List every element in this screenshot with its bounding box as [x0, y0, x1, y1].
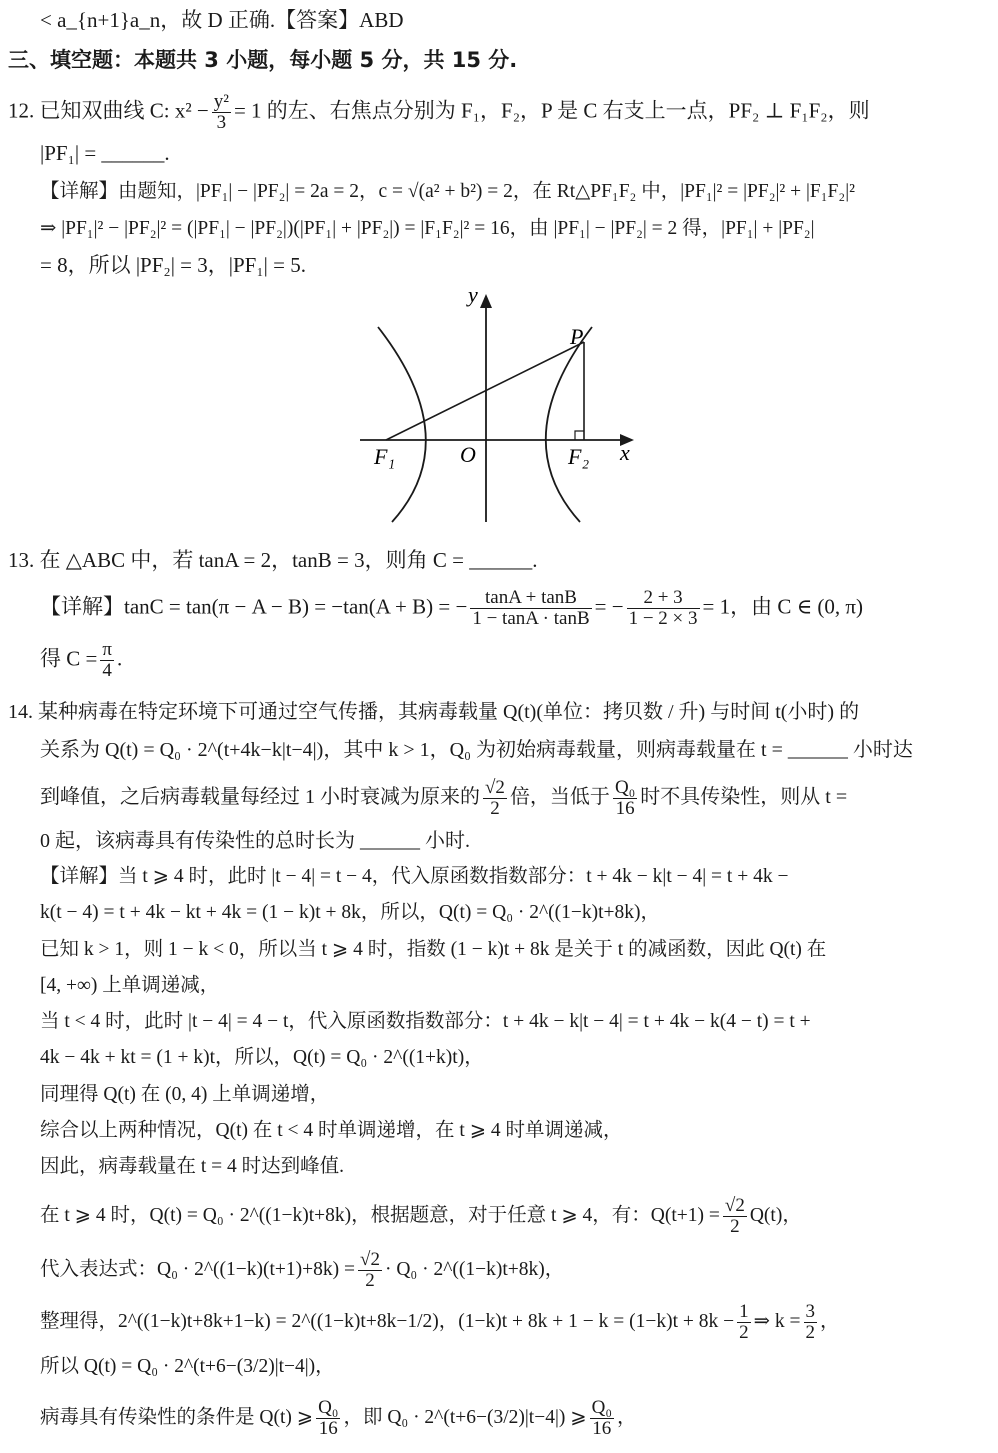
q13-sol-line2-part1: 得 C = — [40, 646, 98, 671]
q14-sol-r2-fraction — [358, 1250, 382, 1291]
q14-stem-line3-part1: 到峰值，之后病毒载量每经过 1 小时衰减为原来的 — [40, 786, 480, 809]
q14-sol-r1-fraction — [723, 1196, 747, 1237]
frac-denominator: 2 — [805, 1322, 815, 1343]
q12-stem-line2: |PF₁| = ______. — [40, 141, 170, 165]
q14-solution-simplify — [40, 1302, 998, 1343]
q14-solution-line: 已知 k > 1，则 1 − k < 0，所以当 t ⩾ 4 时，指数 (1 − k)t + 8k 是关于 t 的减函数，因此 Q(t) 在 — [40, 939, 827, 960]
q12-stem-part2: = 1 的左、右焦点分别为 F₁，F₂，P 是 C 右支上一点，PF₂ ⊥ F₁F₂，则 — [233, 98, 870, 123]
q14-solution-condition — [40, 1398, 998, 1439]
frac-numerator: tanA + tanB — [470, 588, 591, 609]
q14-sol-r5-part3: ， — [616, 1406, 637, 1428]
q14-solution-line: 【详解】当 t ⩾ 4 时，此时 |t − 4| = t − 4，代入原函数指数部分：t + 4k − k|t − 4| = t + 4k − — [40, 866, 789, 887]
q13-fraction-1 — [470, 588, 591, 629]
q14-solution-line: 因此，病毒载量在 t = 4 时达到峰值. — [40, 1156, 345, 1177]
q13-fraction-3 — [100, 640, 114, 681]
q14-stem-line3 — [40, 778, 998, 819]
q13-sol-part1: 【详解】tanC = tan(π − A − B) = −tan(A + B) = − — [40, 594, 468, 619]
frac-numerator: π — [102, 639, 112, 660]
q14-solution-recurrence — [40, 1196, 998, 1237]
q14-stem-line3-part2: 倍，当低于 — [509, 786, 610, 809]
q14-sol-r3-fraction-1 — [737, 1302, 751, 1343]
frac-denominator: 16 — [615, 798, 635, 819]
hyperbola-right-branch — [546, 327, 592, 522]
frac-numerator: 2 + 3 — [627, 588, 700, 609]
frac-numerator: √2 — [724, 1195, 745, 1216]
q12-solution-line2: ⇒ |PF₁|² − |PF₂|² = (|PF₁| − |PF₂|)(|PF₁| + |PF₂|) = |F₁F₂|² = 16，由 |PF₁| − |PF₂| = 2 得，|PF₁| + |PF₂| — [40, 218, 815, 239]
frac-numerator: √2 — [360, 1249, 380, 1270]
q12-solution-line1: 【详解】由题知，|PF₁| − |PF₂| = 2a = 2，c = √(a² + b²) = 2，在 Rt△PF₁F₂ 中，|PF₁|² = |PF₂|² + |F₁F₂|² — [40, 181, 855, 202]
q14-fraction-b — [613, 778, 637, 819]
q14-sol-r3-part2: ⇒ k = — [753, 1310, 801, 1332]
frac-denominator: 1 − tanA · tanB — [472, 608, 590, 629]
q14-sol-r3-part1: 整理得，2^((1−k)t+8k+1−k) = 2^((1−k)t+8k−1/2)，(1−k)t + 8k + 1 − k = (1−k)t + 8k − — [40, 1310, 735, 1332]
q14-sol-r1-part2: Q(t)， — [749, 1204, 802, 1226]
right-angle-mark — [575, 431, 584, 440]
q14-sol-r5-part2: ，即 Q₀ · 2^(t+6−(3/2)|t−4|) ⩾ — [343, 1406, 587, 1428]
label-f1: F₁ — [374, 444, 396, 469]
label-y: y — [468, 282, 478, 307]
label-o: O — [460, 442, 476, 467]
q14-sol-r2-part2: · Q₀ · 2^((1−k)t+8k)， — [384, 1258, 565, 1280]
frac-numerator: 3 — [805, 1301, 815, 1322]
q14-fraction-a — [483, 778, 507, 819]
section-header: 三、填空题：本题共 3 小题，每小题 5 分，共 15 分. — [8, 48, 518, 72]
q13-sol-part2: = − — [594, 594, 624, 619]
frac-numerator: 1 — [739, 1301, 749, 1322]
q13-solution-line1 — [40, 588, 998, 629]
q13-solution-line2 — [40, 640, 998, 681]
hyperbola-figure — [350, 282, 640, 527]
q14-solution-formula: 所以 Q(t) = Q₀ · 2^(t+6−(3/2)|t−4|)， — [40, 1356, 335, 1377]
label-x: x — [620, 440, 630, 465]
frac-denominator: 3 — [216, 112, 227, 133]
frac-denominator: 16 — [318, 1418, 338, 1439]
q12-stem-fraction — [212, 92, 231, 133]
q14-sol-r5-fraction-2 — [590, 1398, 614, 1439]
q12-stem-part1: 12. 已知双曲线 C: x² − — [8, 98, 209, 123]
q14-sol-r5-fraction-1 — [316, 1398, 340, 1439]
q14-stem-line3-part3: 时不具传染性，则从 t = — [640, 786, 848, 809]
frac-denominator: 4 — [102, 660, 112, 681]
frac-denominator: 16 — [592, 1418, 612, 1439]
frac-numerator: y² — [213, 91, 229, 112]
q14-solution-line: k(t − 4) = t + 4k − kt + 4k = (1 − k)t + 8k，所以，Q(t) = Q₀ · 2^((1−k)t+8k)， — [40, 902, 661, 923]
frac-denominator: 2 — [490, 798, 500, 819]
label-p: P — [570, 324, 584, 349]
frac-denominator: 2 — [730, 1216, 740, 1237]
q12-solution-line3: = 8，所以 |PF₂| = 3，|PF₁| = 5. — [40, 253, 306, 277]
y-axis-arrow — [480, 294, 492, 308]
q14-solution-line: 当 t < 4 时，此时 |t − 4| = 4 − t，代入原函数指数部分：t + 4k − k|t − 4| = t + 4k − k(4 − t) = t + — [40, 1011, 811, 1032]
q14-solution-line: 同理得 Q(t) 在 (0, 4) 上单调递增， — [40, 1084, 330, 1105]
q14-solution-substitute — [40, 1250, 998, 1291]
q14-stem-line4: 0 起，该病毒具有传染性的总时长为 ______ 小时. — [40, 830, 470, 852]
frac-denominator: 2 — [365, 1270, 375, 1291]
q14-solution-line: 综合以上两种情况，Q(t) 在 t < 4 时单调递增，在 t ⩾ 4 时单调递减， — [40, 1120, 623, 1141]
frac-numerator: Q₀ — [318, 1397, 339, 1418]
q14-sol-r1-part1: 在 t ⩾ 4 时，Q(t) = Q₀ · 2^((1−k)t+8k)，根据题意，对于任意 t ⩾ 4，有：Q(t+1) = — [40, 1204, 720, 1226]
frac-numerator: Q₀ — [591, 1397, 612, 1418]
frac-denominator: 1 − 2 × 3 — [628, 608, 698, 629]
frac-numerator: Q₀ — [614, 777, 636, 798]
q14-sol-r5-part1: 病毒具有传染性的条件是 Q(t) ⩾ — [40, 1406, 314, 1428]
previous-answer-line: < a_{n+1}a_n，故 D 正确.【答案】ABD — [40, 8, 404, 32]
q13-sol-part3: = 1，由 C ∈ (0, π) — [702, 594, 863, 619]
q13-stem: 13. 在 △ABC 中，若 tanA = 2，tanB = 3，则角 C = ______. — [8, 548, 538, 572]
frac-denominator: 2 — [739, 1322, 749, 1343]
q14-sol-r2-part1: 代入表达式：Q₀ · 2^((1−k)(t+1)+8k) = — [40, 1258, 356, 1280]
label-f2: F₂ — [568, 444, 590, 469]
q14-stem-line1: 14. 某种病毒在特定环境下可通过空气传播，其病毒载量 Q(t)(单位：拷贝数 / 升) 与时间 t(小时) 的 — [8, 701, 860, 723]
q14-solution-line: 4k − 4k + kt = (1 + k)t，所以，Q(t) = Q₀ · 2^((1+k)t)， — [40, 1047, 484, 1068]
q13-sol-line2-part2: . — [116, 646, 123, 671]
q13-fraction-2 — [627, 588, 700, 629]
q12-stem-line1 — [8, 92, 998, 133]
frac-numerator: √2 — [485, 777, 505, 798]
q14-stem-line2: 关系为 Q(t) = Q₀ · 2^(t+4k−k|t−4|)，其中 k > 1，Q₀ 为初始病毒载量，则病毒载量在 t = ______ 小时达 — [40, 739, 913, 761]
q14-sol-r3-part3: ， — [820, 1310, 840, 1332]
q14-sol-r3-fraction-2 — [804, 1302, 818, 1343]
q14-solution-line: [4, +∞) 上单调递减， — [40, 975, 220, 996]
